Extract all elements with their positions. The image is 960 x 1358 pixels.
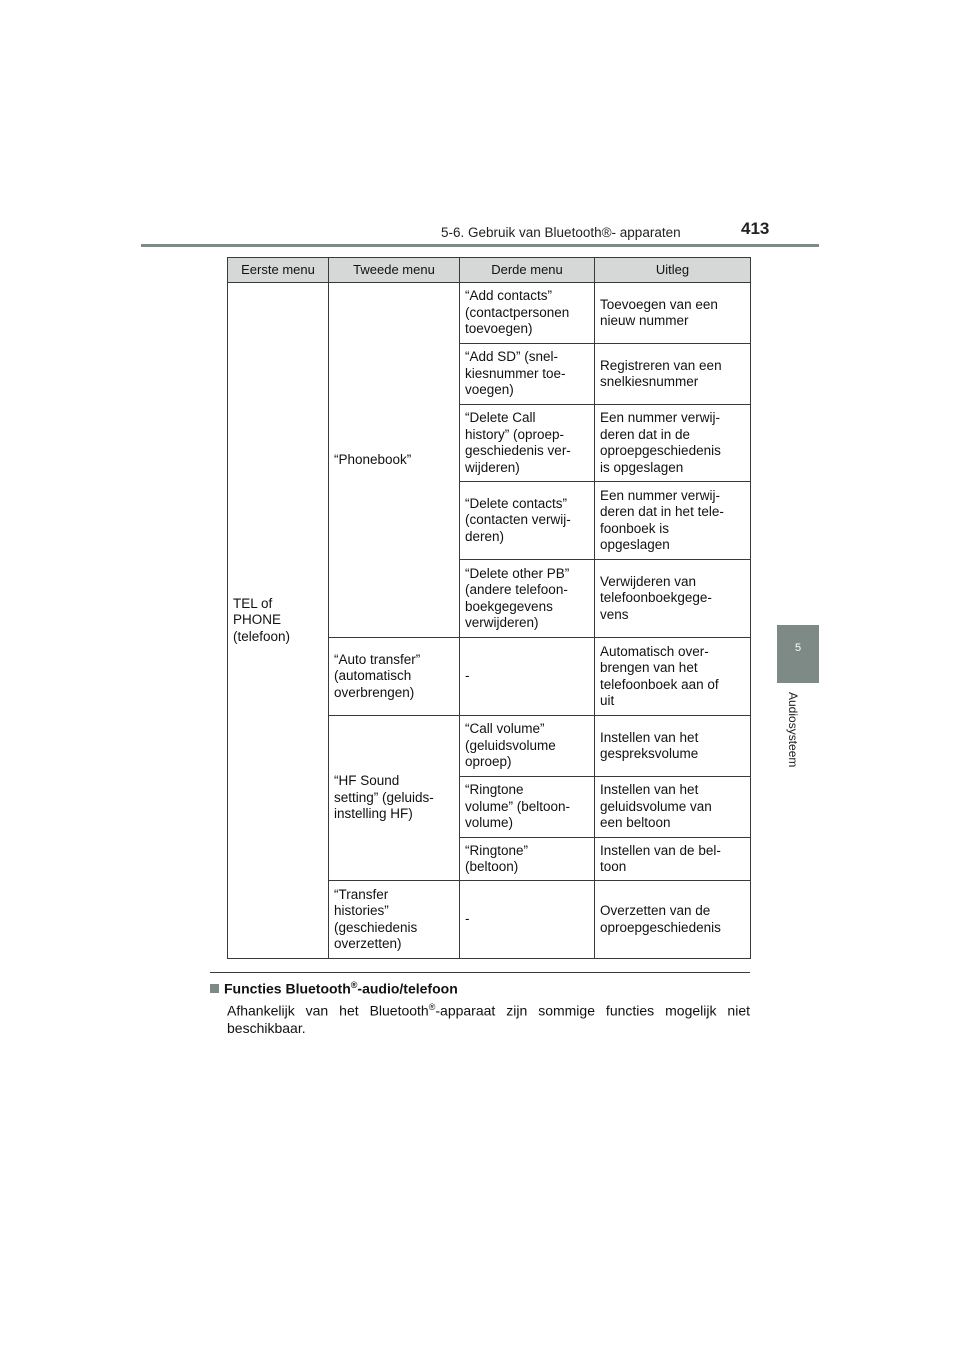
- third-menu-cell: -: [460, 638, 595, 716]
- section-heading-suffix: -audio/telefoon: [357, 980, 458, 997]
- header-explanation: Uitleg: [595, 258, 751, 283]
- third-menu-cell: -: [460, 881, 595, 959]
- page-number: 413: [741, 219, 770, 238]
- header-third-menu: Derde menu: [460, 258, 595, 283]
- first-menu-cell: TEL of PHONE (telefoon): [228, 283, 329, 959]
- header-first-menu: Eerste menu: [228, 258, 329, 283]
- explanation-cell: Een nummer verwij- deren dat in de oproepgeschiedenis is opgeslagen: [595, 405, 751, 482]
- explanation-cell: Een nummer verwij- deren dat in het tele- foonboek is opgeslagen: [595, 482, 751, 560]
- section-title: 5-6. Gebruik van Bluetooth®- apparaten: [441, 225, 681, 240]
- second-menu-hf-sound: “HF Sound setting” (geluids- instelling HF): [329, 716, 460, 881]
- chapter-number: 5: [794, 642, 802, 654]
- third-menu-cell: “Delete Call history” (oproep- geschiedenis ver- wijderen): [460, 405, 595, 482]
- registered-mark: ®: [350, 980, 358, 990]
- explanation-cell: Instellen van het gespreksvolume: [595, 716, 751, 777]
- chapter-label: Audiosysteem: [786, 692, 800, 768]
- third-menu-cell: “Add contacts” (contactpersonen toevoegen): [460, 283, 595, 344]
- third-menu-cell: “Ringtone volume” (beltoon- volume): [460, 777, 595, 838]
- explanation-cell: Instellen van de bel- toon: [595, 838, 751, 881]
- third-menu-cell: “Delete other PB” (andere telefoon- boekgegevens verwijderen): [460, 560, 595, 638]
- chapter-tab: [777, 625, 819, 683]
- second-menu-phonebook: “Phonebook”: [329, 283, 460, 638]
- explanation-cell: Registreren van een snelkiesnummer: [595, 344, 751, 405]
- table-header-row: [228, 258, 751, 283]
- third-menu-cell: “Delete contacts” (contacten verwij- deren): [460, 482, 595, 560]
- header-second-menu: Tweede menu: [329, 258, 460, 283]
- explanation-cell: Verwijderen van telefoonboekgege- vens: [595, 560, 751, 638]
- section-body-text: Afhankelijk van het Bluetooth: [227, 1002, 429, 1019]
- explanation-cell: Overzetten van de oproepgeschiedenis: [595, 881, 751, 959]
- square-bullet-icon: [210, 984, 219, 993]
- explanation-cell: Toevoegen van een nieuw nummer: [595, 283, 751, 344]
- menu-table: [227, 257, 751, 959]
- table-row: [228, 283, 751, 344]
- section-body-suffix: -apparaat zijn sommige functies mogelijk niet beschikbaar.: [227, 1002, 750, 1036]
- explanation-cell: Automatisch over- brengen van het telefoonboek aan of uit: [595, 638, 751, 716]
- section-body: [227, 999, 750, 1037]
- header-divider: [141, 244, 819, 247]
- third-menu-cell: “Ringtone” (beltoon): [460, 838, 595, 881]
- section-divider: [210, 972, 750, 973]
- second-menu-transfer-histories: “Transfer histories” (geschiedenis overzetten): [329, 881, 460, 959]
- section-heading: [210, 980, 458, 997]
- second-menu-auto-transfer: “Auto transfer” (automatisch overbrengen): [329, 638, 460, 716]
- third-menu-cell: “Add SD” (snel- kiesnummer toe- voegen): [460, 344, 595, 405]
- registered-mark: ®: [428, 1002, 436, 1012]
- third-menu-cell: “Call volume” (geluidsvolume oproep): [460, 716, 595, 777]
- explanation-cell: Instellen van het geluidsvolume van een beltoon: [595, 777, 751, 838]
- section-heading-text: Functies Bluetooth: [224, 980, 351, 997]
